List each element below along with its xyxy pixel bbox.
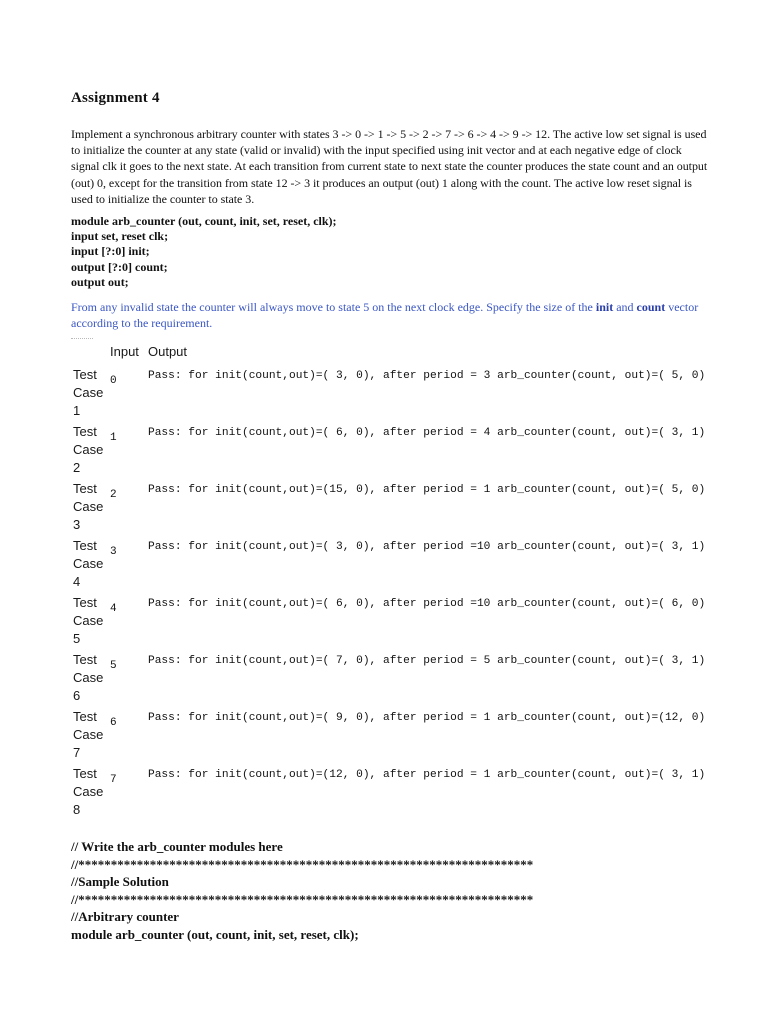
test-case-label: Test Case 7 bbox=[73, 709, 104, 760]
test-case-row bbox=[0, 651, 768, 707]
test-case-row bbox=[0, 765, 768, 821]
code-line: output out; bbox=[71, 274, 129, 289]
test-case-row bbox=[0, 708, 768, 764]
problem-description: Implement a synchronous arbitrary counter with states 3 -> 0 -> 1 -> 5 -> 2 -> 7 -> 6 -> 4 -> 9 -> 12. The active low set signal is used to initialize the counter at any state (valid or invalid) with the input specified using init vector and at each negative edge of clock signal clk it goes to the next state. At each transition from current state to next state the counter produces the state count and an output (out) 0, except for the transition from state 12 -> 3 it produces an output (out) 1 along with the count. The active low reset signal is used to initialize the counter to state 3. bbox=[71, 127, 708, 206]
test-input: 6 bbox=[110, 717, 117, 729]
note-init-keyword: init bbox=[595, 300, 614, 314]
column-header-output: Output bbox=[148, 344, 188, 359]
requirement-note bbox=[71, 299, 711, 331]
test-input: 1 bbox=[110, 432, 117, 444]
test-result: Pass: for init(count,out)=(15, 0), after period = 1 arb_counter(count, out)=( 5, 0) bbox=[148, 484, 706, 496]
column-header-input: Input bbox=[110, 344, 139, 359]
test-result: Pass: for init(count,out)=( 6, 0), after period =10 arb_counter(count, out)=( 6, 0) bbox=[148, 598, 706, 610]
comment-line: //Sample Solution bbox=[71, 874, 169, 890]
test-input: 2 bbox=[110, 489, 117, 501]
test-case-label: Test Case 4 bbox=[73, 538, 104, 589]
test-input: 5 bbox=[110, 660, 117, 672]
code-line: input [?:0] init; bbox=[71, 244, 150, 259]
comment-line: // Write the arb_counter modules here bbox=[71, 839, 283, 854]
test-input: 3 bbox=[110, 546, 117, 558]
test-input: 0 bbox=[110, 375, 117, 387]
note-text: vector according to the requirement. bbox=[71, 300, 699, 330]
test-case-row bbox=[0, 366, 768, 422]
test-result: Pass: for init(count,out)=(12, 0), after period = 1 arb_counter(count, out)=( 3, 1) bbox=[148, 769, 706, 781]
module-declaration bbox=[71, 214, 337, 290]
test-case-label: Test Case 1 bbox=[73, 367, 104, 418]
solution-section bbox=[71, 838, 533, 944]
test-result: Pass: for init(count,out)=( 7, 0), after period = 5 arb_counter(count, out)=( 3, 1) bbox=[148, 655, 706, 667]
test-result: Pass: for init(count,out)=( 6, 0), after period = 4 arb_counter(count, out)=( 3, 1) bbox=[148, 427, 706, 439]
comment-line: //Arbitrary counter bbox=[71, 909, 179, 925]
code-line: module arb_counter (out, count, init, set, reset, clk); bbox=[71, 214, 337, 228]
test-case-label: Test Case 3 bbox=[73, 481, 104, 532]
comment-separator: //********************************************************************** bbox=[71, 856, 534, 872]
assignment-title: Assignment 4 bbox=[71, 90, 160, 106]
test-case-label: Test Case 8 bbox=[73, 766, 104, 817]
test-case-label: Test Case 6 bbox=[73, 652, 104, 703]
test-case-row bbox=[0, 423, 768, 479]
test-case-label: Test Case 2 bbox=[73, 424, 104, 475]
note-text: From any invalid state the counter will always move to state 5 on the next clock edge. Specify the size of the bbox=[71, 300, 596, 314]
test-input: 7 bbox=[110, 774, 117, 786]
code-line: output [?:0] count; bbox=[71, 259, 168, 274]
test-case-row bbox=[0, 594, 768, 650]
code-line: module arb_counter (out, count, init, set, reset, clk); bbox=[71, 926, 359, 942]
test-result: Pass: for init(count,out)=( 9, 0), after period = 1 arb_counter(count, out)=(12, 0) bbox=[148, 712, 706, 724]
note-text: and bbox=[613, 300, 637, 314]
code-line: input set, reset clk; bbox=[71, 229, 169, 244]
test-result: Pass: for init(count,out)=( 3, 0), after period = 3 arb_counter(count, out)=( 5, 0) bbox=[148, 370, 706, 382]
test-case-row bbox=[0, 480, 768, 536]
test-case-row bbox=[0, 537, 768, 593]
test-result: Pass: for init(count,out)=( 3, 0), after period =10 arb_counter(count, out)=( 3, 1) bbox=[148, 541, 706, 553]
test-case-label: Test Case 5 bbox=[73, 595, 104, 646]
note-count-keyword: count bbox=[636, 300, 666, 314]
separator-mark bbox=[71, 338, 93, 341]
test-input: 4 bbox=[110, 603, 117, 615]
comment-separator: //********************************************************************** bbox=[71, 891, 534, 907]
